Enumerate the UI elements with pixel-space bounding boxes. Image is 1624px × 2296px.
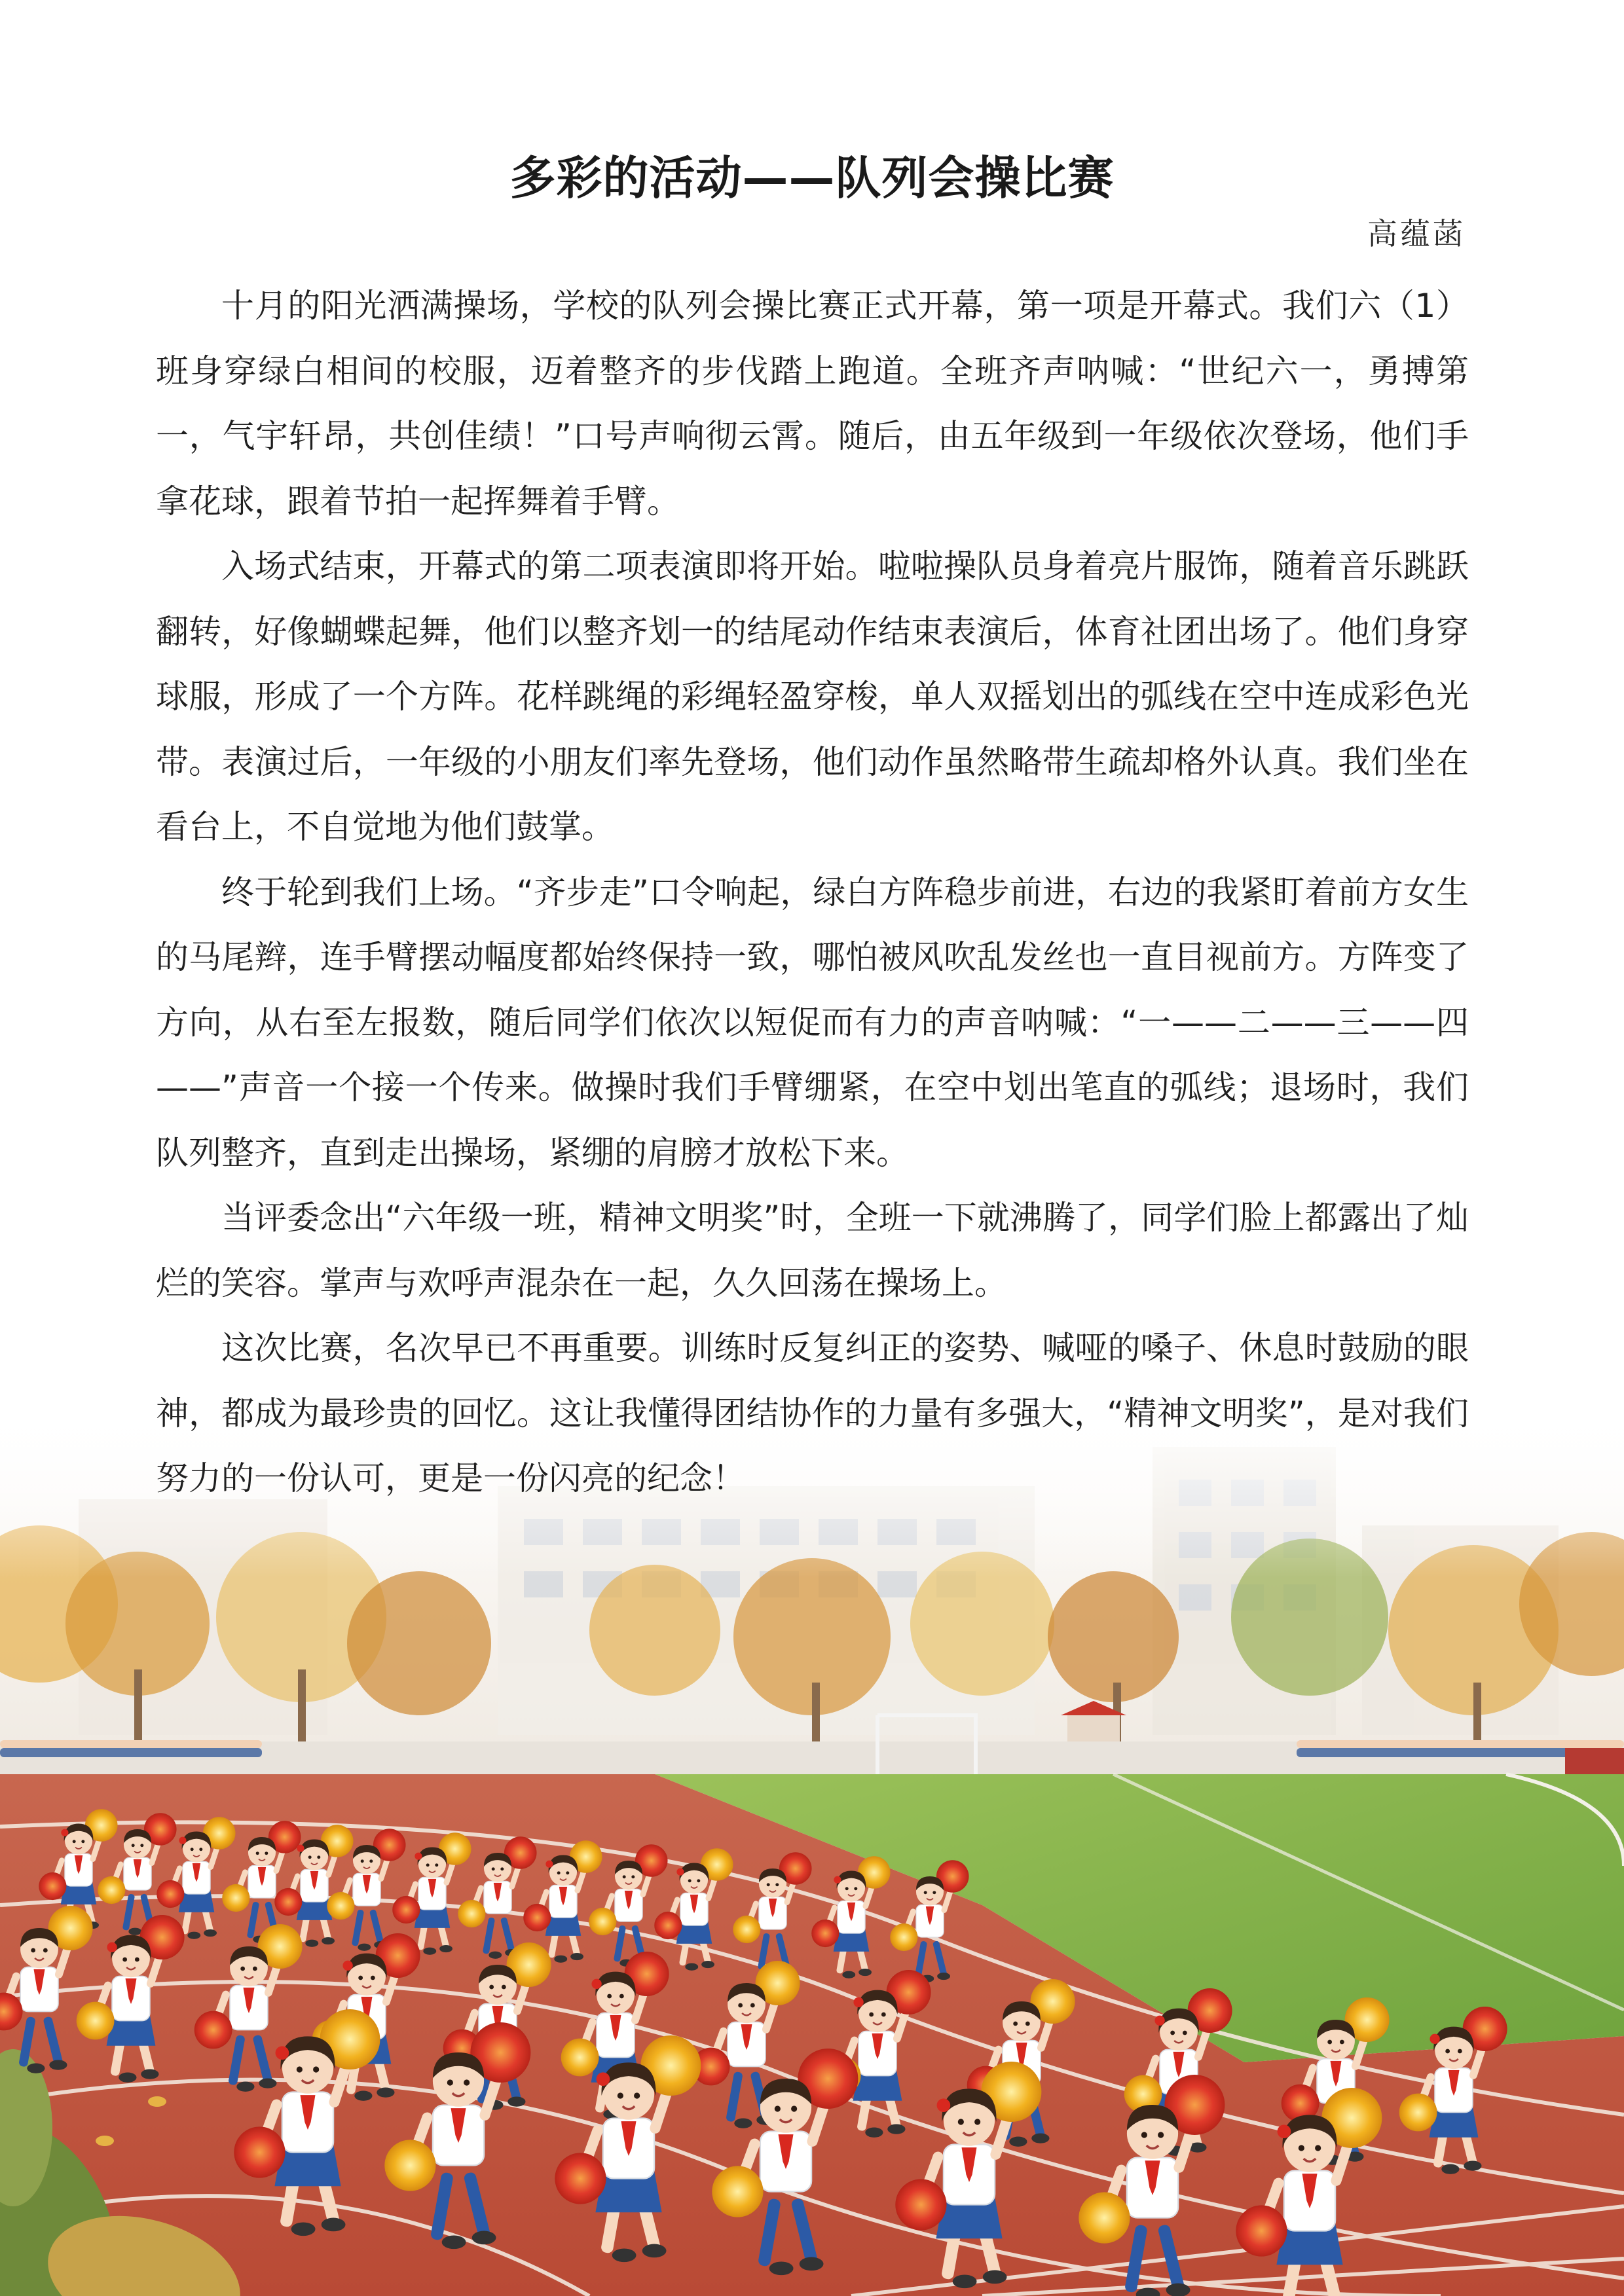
article-body <box>156 274 1469 1512</box>
spectator-crowd <box>0 1740 1624 1774</box>
paragraph: 十月的阳光洒满操场，学校的队列会操比赛正式开幕，第一项是开幕式。我们六（1）班身穿绿白相间的校服，迈着整齐的步伐踏上跑道。全班齐声呐喊：“世纪六一，勇搏第一，气宇轩昂，共创佳绩！”口号声响彻云霄。随后，由五年级到一年级依次登场，他们手拿花球，跟着节拍一起挥舞着手臂。 <box>156 287 1469 520</box>
article-title: 多彩的活动——队列会操比赛 <box>509 151 1115 205</box>
paragraph: 这次比赛，名次早已不再重要。训练时反复纠正的姿势、喊哑的嗓子、休息时鼓励的眼神，都成为最珍贵的回忆。这让我懂得团结协作的力量有多强大，“精神文明奖”，是对我们努力的一份认可，更是一份闪亮的纪念！ <box>156 1329 1469 1497</box>
paragraph: 终于轮到我们上场。“齐步走”口令响起，绿白方阵稳步前进，右边的我紧盯着前方女生的马尾辫，连手臂摆动幅度都始终保持一致，哪怕被风吹乱发丝也一直目视前方。方阵变了方向，从右至左报数，随后同学们依次以短促而有力的声音呐喊：“一——二——三——四——”声音一个接一个传来。做操时我们手臂绷紧，在空中划出笔直的弧线；退场时，我们队列整齐，直到走出操场，紧绷的肩膀才放松下来。 <box>156 873 1469 1172</box>
author-name: 高蕴菡 <box>1367 216 1466 251</box>
paragraph: 入场式结束，开幕式的第二项表演即将开始。啦啦操队员身着亮片服饰，随着音乐跳跃翻转，好像蝴蝶起舞，他们以整齐划一的结尾动作结束表演后，体育社团出场了。他们身穿球服，形成了一个方阵。花样跳绳的彩绳轻盈穿梭，单人双摇划出的弧线在空中连成彩色光带。表演过后，一年级的小朋友们率先登场，他们动作虽然略带生疏却格外认真。我们坐在看台上，不自觉地为他们鼓掌。 <box>156 547 1469 846</box>
paragraph: 当评委念出“六年级一班，精神文明奖”时，全班一下就沸腾了，同学们脸上都露出了灿烂的笑容。掌声与欢呼声混杂在一起，久久回荡在操场上。 <box>156 1199 1469 1302</box>
illustration <box>0 1408 1624 2296</box>
